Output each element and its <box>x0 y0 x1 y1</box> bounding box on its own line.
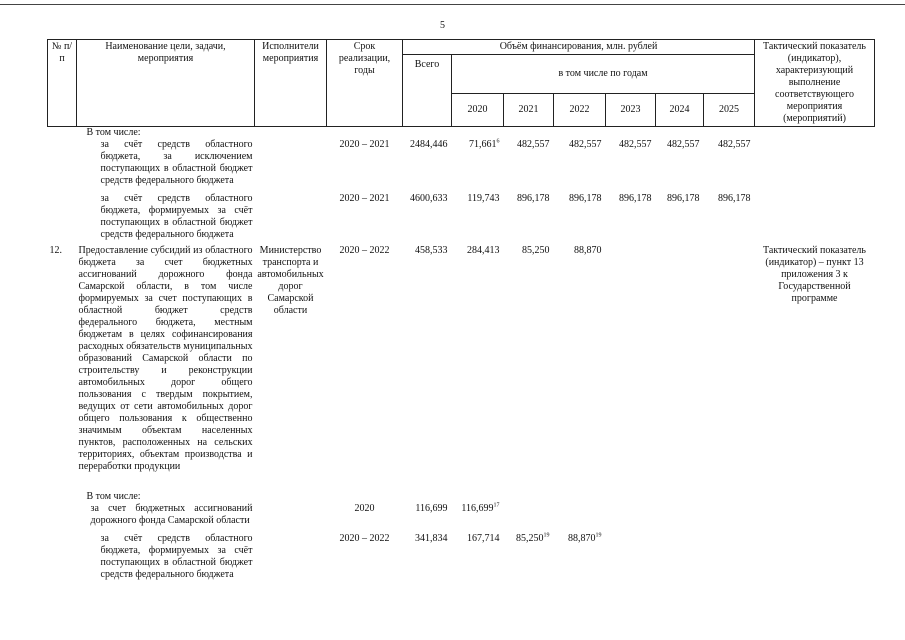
row-period: 2020 – 2021 <box>339 193 390 204</box>
row-period: 2020 – 2022 <box>339 245 390 256</box>
top-border-line <box>0 4 905 5</box>
row-2022: 88,870 <box>574 245 602 256</box>
row-name: за счет бюджетных ассигнований дорожного фонда Самарской области <box>90 503 253 526</box>
header-year-2024: 2024 <box>656 94 704 127</box>
row-2020: 116,699$^{17}$ <box>461 502 500 514</box>
table-row <box>48 533 875 585</box>
row-2025: 896,178 <box>718 193 751 204</box>
row-total: 341,834 <box>415 533 448 544</box>
table-row <box>48 193 875 245</box>
row-executor: Министерство транспорта и автомобильных дорог Самарской области <box>257 245 324 316</box>
header-year-2020: 2020 <box>452 94 504 127</box>
header-by-years: в том числе по годам <box>452 55 755 94</box>
row-2020: 119,743 <box>467 193 500 204</box>
table-row <box>48 127 875 140</box>
row-2025: 482,557 <box>718 139 751 150</box>
row-2021: 482,557 <box>517 139 550 150</box>
row-2022: 482,557 <box>569 139 602 150</box>
row-2023: 482,557 <box>619 139 652 150</box>
table-row <box>48 139 875 193</box>
row-2024: 482,557 <box>667 139 700 150</box>
row-2020: 167,714 <box>467 533 500 544</box>
table-row <box>48 245 875 491</box>
header-indicator: Тактический показатель (индикатор), характеризующий выполнение соответствующего мероприятия (мероприятий) <box>755 40 875 127</box>
row-2021: 896,178 <box>517 193 550 204</box>
row-name: В том числе: <box>86 127 141 138</box>
row-number: 12. <box>49 245 62 256</box>
financing-table <box>47 39 875 585</box>
header-period: Срок реализации, годы <box>327 40 403 127</box>
header-year-2021: 2021 <box>504 94 554 127</box>
row-name: за счёт средств областного бюджета, формируемых за счёт поступающих в областной бюджет средств федерального бюджета <box>100 533 253 580</box>
row-2023: 896,178 <box>619 193 652 204</box>
header-year-2023: 2023 <box>606 94 656 127</box>
row-name: В том числе: <box>86 491 141 502</box>
table-row <box>48 491 875 503</box>
row-name: за счёт средств областного бюджета, формируемых за счёт поступающих в областной бюджет средств федерального бюджета <box>100 193 253 240</box>
row-2020: 284,413 <box>467 245 500 256</box>
page-number: 5 <box>440 20 445 31</box>
header-financing: Объём финансирования, млн. рублей <box>403 40 755 55</box>
table-row <box>48 503 875 533</box>
footnote-mark: 17 <box>493 502 500 509</box>
footnote-mark: 19 <box>543 532 550 539</box>
header-year-2025: 2025 <box>704 94 755 127</box>
header-num: № п/п <box>48 40 77 127</box>
footnote-mark: 19 <box>595 532 602 539</box>
row-total: 458,533 <box>415 245 448 256</box>
header-total: Всего <box>403 55 452 127</box>
row-name: за счёт средств областного бюджета, за исключением поступающих в областной бюджет средств федерального бюджета <box>100 139 253 186</box>
header-executor: Исполнители мероприятия <box>255 40 327 127</box>
row-2024: 896,178 <box>667 193 700 204</box>
row-period: 2020 – 2021 <box>339 139 390 150</box>
row-2022: 896,178 <box>569 193 602 204</box>
footnote-mark: 6 <box>496 138 500 145</box>
row-2022: 88,870$^{19}$ <box>568 532 602 544</box>
row-name: Предоставление субсидий из областного бюджета за счет бюджетных ассигнований дорожного фонда Самарской области, в том числе формируемых за счет поступающих в областной бюджет средств федерального бюджета, местным бюджетам в целях софинансирования расходных обязательств муниципальных образований Самарской области по строительству и реконструкции автомобильных дорог общего пользования с твердым покрытием, ведущих от сети автомобильных дорог общего пользования к общественно значимым объектам населенных пунктов, расположенных на сельских территориях, объектам производства и переработки продукции <box>78 245 253 472</box>
row-total: 4600,633 <box>410 193 448 204</box>
row-total: 116,699 <box>415 503 448 514</box>
row-total: 2484,446 <box>410 139 448 150</box>
row-period: 2020 – 2022 <box>339 533 390 544</box>
table-header <box>48 40 875 127</box>
row-2021: 85,250 <box>522 245 550 256</box>
header-year-2022: 2022 <box>554 94 606 127</box>
row-2020: 71,661$^6$ <box>469 138 500 150</box>
row-period: 2020 <box>354 503 375 514</box>
row-2021: 85,250$^{19}$ <box>516 532 550 544</box>
row-indicator: Тактический показатель (индикатор) – пункт 13 приложения 3 к Государственной программе <box>763 245 866 304</box>
header-name: Наименование цели, задачи, мероприятия <box>77 40 255 127</box>
